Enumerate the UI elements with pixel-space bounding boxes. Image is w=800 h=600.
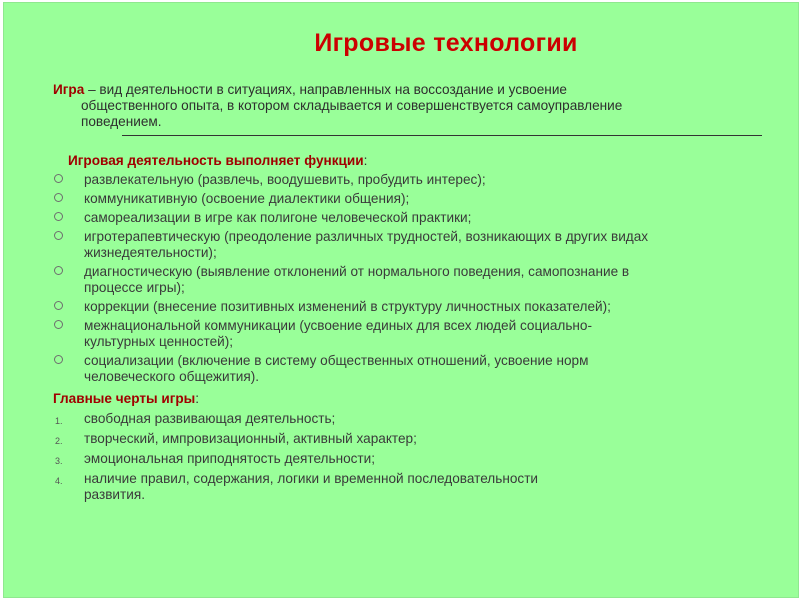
list-number: 2. <box>55 436 63 446</box>
list-item <box>51 353 771 385</box>
list-item <box>51 318 771 350</box>
functions-heading-label: Игровая деятельность выполняет функции <box>68 153 364 168</box>
list-item <box>51 191 771 207</box>
traits-list <box>51 411 771 507</box>
divider-line <box>122 135 762 136</box>
bullet-circle-icon <box>54 231 63 240</box>
list-item <box>51 299 771 315</box>
functions-heading <box>68 153 367 169</box>
list-item-line-1: самореализации в игре как полигоне человеческой практики; <box>84 210 472 225</box>
list-item-line-1: развлекательную (развлечь, воодушевить, пробудить интерес); <box>84 172 486 187</box>
functions-heading-suffix: : <box>363 153 368 168</box>
definition-line-3: поведением. <box>81 114 162 129</box>
list-item-line-1: свободная развивающая деятельность; <box>84 411 336 426</box>
list-item-line-1: наличие правил, содержания, логики и временной последовательности <box>84 471 539 486</box>
bullet-circle-icon <box>54 320 63 329</box>
list-item <box>51 471 771 503</box>
definition-term: Игра <box>53 82 85 97</box>
list-item-line-2: жизнедеятельности); <box>84 245 217 260</box>
list-number: 4. <box>55 476 63 486</box>
traits-heading-suffix: : <box>195 391 200 406</box>
list-item <box>51 411 771 427</box>
list-item-line-2: развития. <box>84 487 145 502</box>
list-item-line-1: социализации (включение в систему общественных отношений, усвоение норм <box>84 353 589 368</box>
list-item-line-1: игротерапевтическую (преодоление различных трудностей, возникающих в других видах <box>84 229 649 244</box>
bullet-circle-icon <box>54 212 63 221</box>
definition-line-1 <box>53 82 713 98</box>
list-item-line-1: коммуникативную (освоение диалектики общения); <box>84 191 410 206</box>
list-item-line-1: творческий, импровизационный, активный характер; <box>84 431 417 446</box>
list-number: 1. <box>55 416 63 426</box>
list-number: 3. <box>55 456 63 466</box>
list-item-line-1: межнациональной коммуникации (усвоение единых для всех людей социально- <box>84 318 593 333</box>
definition-line-2: общественного опыта, в котором складывается и совершенствуется самоуправление <box>81 98 623 113</box>
list-item-line-2: культурных ценностей); <box>84 334 234 349</box>
list-item <box>51 229 771 261</box>
functions-list <box>51 172 771 388</box>
bullet-circle-icon <box>54 266 63 275</box>
list-item <box>51 451 771 467</box>
slide <box>3 2 799 598</box>
bullet-circle-icon <box>54 301 63 310</box>
list-item <box>51 172 771 188</box>
bullet-circle-icon <box>54 355 63 364</box>
list-item-line-2: человеческого общежития). <box>84 369 260 384</box>
list-item-line-1: диагностическую (выявление отклонений от нормального поведения, самопознание в <box>84 264 630 279</box>
list-item-line-1: коррекции (внесение позитивных изменений в структуру личностных показателей); <box>84 299 611 314</box>
bullet-circle-icon <box>54 174 63 183</box>
list-item <box>51 264 771 296</box>
list-item-line-2: процессе игры); <box>84 280 185 295</box>
slide-title: Игровые технологии <box>314 29 578 57</box>
definition-block <box>53 82 713 130</box>
traits-heading <box>53 391 199 407</box>
list-item-line-1: эмоциональная приподнятость деятельности; <box>84 451 376 466</box>
list-item <box>51 210 771 226</box>
list-item <box>51 431 771 447</box>
traits-heading-label: Главные черты игры <box>53 391 196 406</box>
bullet-circle-icon <box>54 193 63 202</box>
definition-text-1: – вид деятельности в ситуациях, направленных на воссоздание и усвоение <box>84 82 567 97</box>
